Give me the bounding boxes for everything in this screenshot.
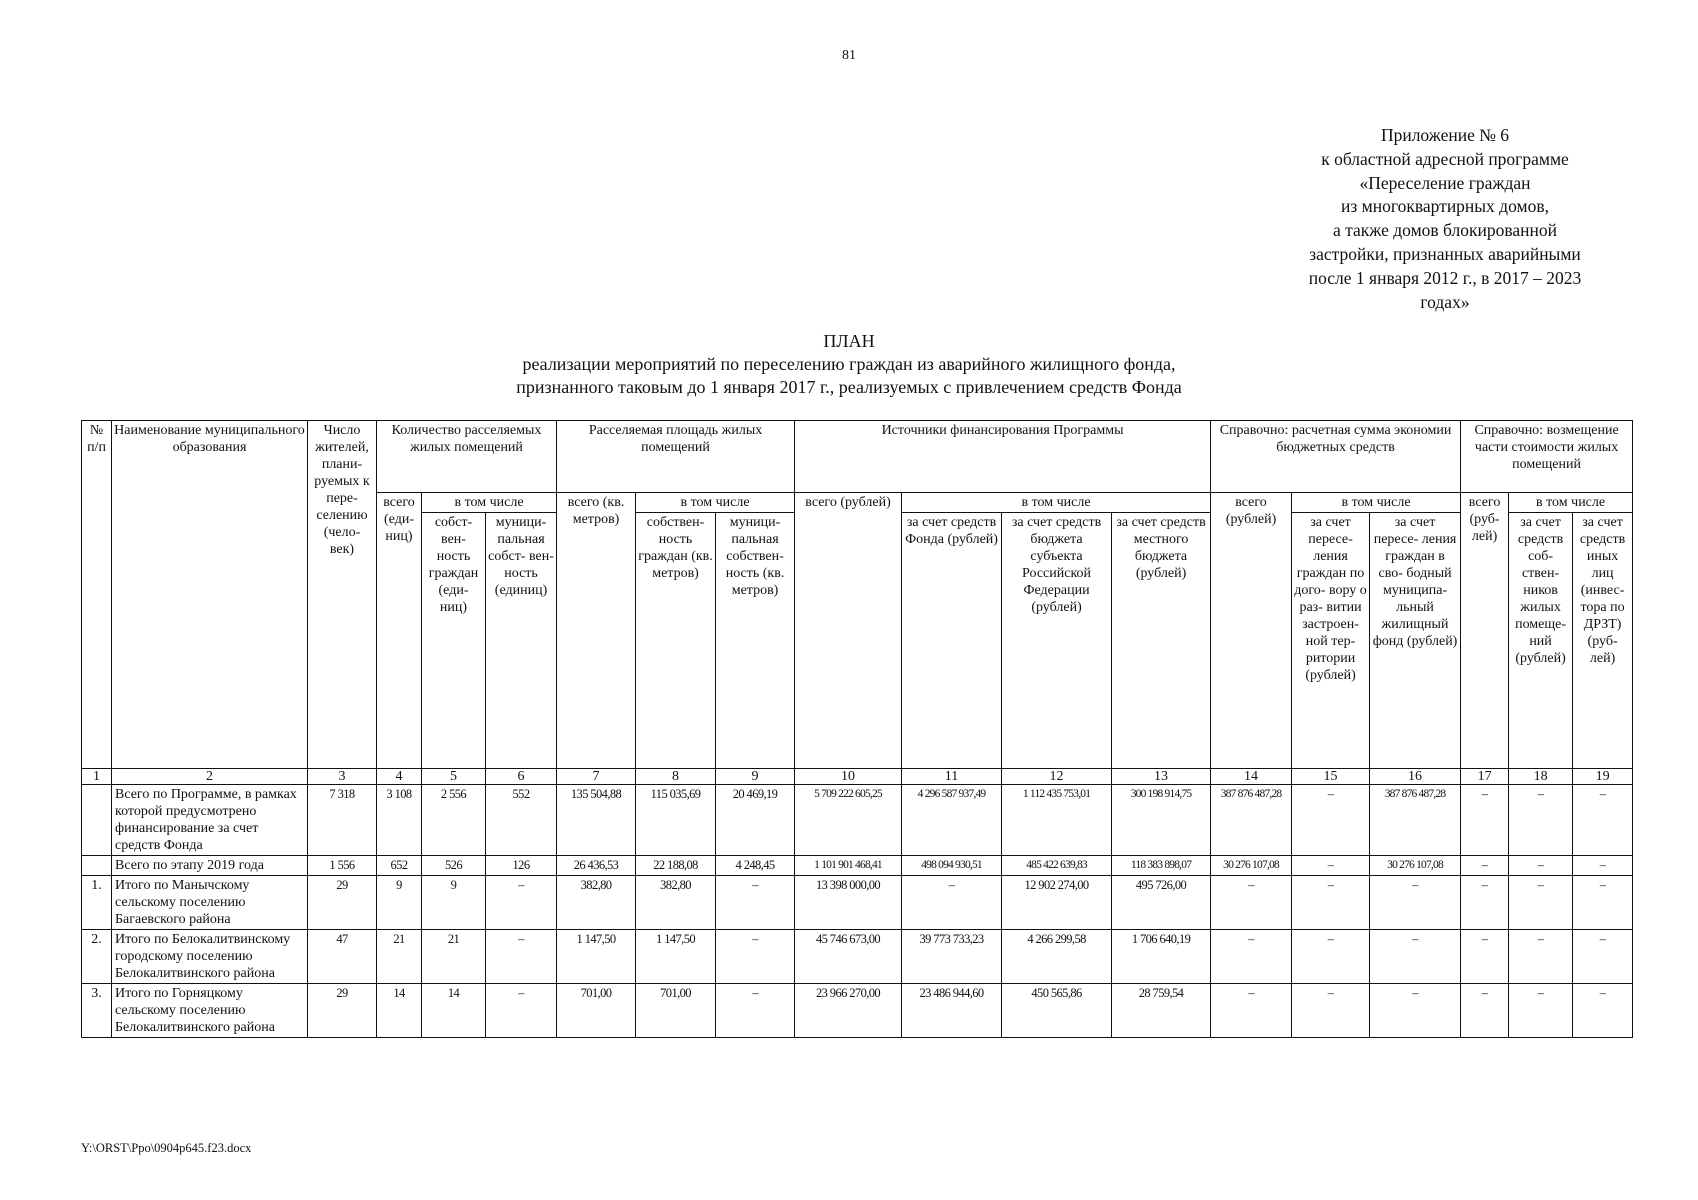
table-cell: – (1461, 785, 1509, 856)
table-cell: 14 (422, 984, 486, 1038)
table-cell: – (1509, 856, 1573, 876)
row-total-program (82, 785, 1633, 856)
table-cell: 7 318 (308, 785, 377, 856)
column-number: 5 (422, 769, 486, 785)
row-number: 3. (82, 984, 112, 1038)
appendix-line: после 1 января 2012 г., в 2017 – 2023 (1308, 267, 1582, 288)
table-cell: 4 296 587 937,49 (902, 785, 1002, 856)
appendix-line: застройки, признанных аварийными (1309, 243, 1581, 264)
header-in-that-number: в том числе (1509, 493, 1633, 513)
municipality-name: Итого по Манычскому сельскому поселению Багаевского района (112, 876, 308, 930)
table-cell: – (716, 930, 795, 984)
table-cell: – (486, 876, 557, 930)
table-cell: – (1370, 930, 1461, 984)
header-econ-contract: за счет пересе- ления граждан по дого- вору о раз- витии застроен- ной тер- ритории (рублей) (1292, 513, 1370, 769)
table-cell: 4 248,45 (716, 856, 795, 876)
municipality-name: Всего по Программе, в рамках которой предусмотрено финансирование за счет средств Фонда (112, 785, 308, 856)
table-cell: 300 198 914,75 (1112, 785, 1211, 856)
row-manych (82, 876, 1633, 930)
table-cell: 135 504,88 (557, 785, 636, 856)
header-comp-owners: за счет средств соб- ствен- ников жилых помеще- ний (рублей) (1509, 513, 1573, 769)
table-cell: 1 147,50 (636, 930, 716, 984)
table-cell: 1 147,50 (557, 930, 636, 984)
table-cell: – (1370, 876, 1461, 930)
column-number: 6 (486, 769, 557, 785)
table-cell: – (1573, 984, 1633, 1038)
header-residents: Число жителей, плани- руемых к пере- селению (чело- век) (308, 421, 377, 769)
table-cell: 14 (377, 984, 422, 1038)
header-qty-own: собст- вен- ность граждан (еди- ниц) (422, 513, 486, 769)
table-cell: 21 (377, 930, 422, 984)
table-cell: 28 759,54 (1112, 984, 1211, 1038)
table-cell: 1 112 435 753,01 (1002, 785, 1112, 856)
plan-table (81, 420, 1633, 1038)
row-gornyatsky (82, 984, 1633, 1038)
appendix-line: годах» (1420, 291, 1470, 312)
table-cell: 5 709 222 605,25 (795, 785, 902, 856)
table-cell: – (1573, 856, 1633, 876)
header-area-mun: муници- пальная собствен- ность (кв. метров) (716, 513, 795, 769)
table-cell: 495 726,00 (1112, 876, 1211, 930)
table-cell: – (1509, 930, 1573, 984)
table-cell: 30 276 107,08 (1370, 856, 1461, 876)
table-cell: 552 (486, 785, 557, 856)
header-comp-total: всего (руб- лей) (1461, 493, 1509, 769)
table-cell: – (1292, 984, 1370, 1038)
table-cell: – (1370, 984, 1461, 1038)
table-cell: – (1461, 930, 1509, 984)
header-fin-region: за счет средств бюджета субъекта Российской Федерации (рублей) (1002, 513, 1112, 769)
table-body (82, 785, 1633, 1038)
table-cell: 21 (422, 930, 486, 984)
table-cell: – (1461, 856, 1509, 876)
table-cell: – (486, 930, 557, 984)
municipality-name: Итого по Горняцкому сельскому поселению Белокалитвинского района (112, 984, 308, 1038)
header-in-that-number: в том числе (1292, 493, 1461, 513)
table-cell: – (1292, 876, 1370, 930)
table-cell: 126 (486, 856, 557, 876)
title-heading: ПЛАН (823, 331, 875, 351)
appendix-note (1245, 124, 1645, 314)
table-cell: 1 101 901 468,41 (795, 856, 902, 876)
table-cell: 9 (422, 876, 486, 930)
table-cell: 485 422 639,83 (1002, 856, 1112, 876)
table-cell: – (486, 984, 557, 1038)
column-number: 3 (308, 769, 377, 785)
table-cell: 498 094 930,51 (902, 856, 1002, 876)
column-number: 15 (1292, 769, 1370, 785)
table-cell: – (1292, 785, 1370, 856)
header-name: Наименование муниципального образования (112, 421, 308, 769)
column-number: 16 (1370, 769, 1461, 785)
table-cell: 45 746 673,00 (795, 930, 902, 984)
page-number: 81 (842, 48, 856, 63)
table-cell: 26 436,53 (557, 856, 636, 876)
table-cell: – (1509, 876, 1573, 930)
header-area-group: Расселяемая площадь жилых помещений (557, 421, 795, 493)
table-cell: – (1509, 785, 1573, 856)
title-subtitle: реализации мероприятий по переселению граждан из аварийного жилищного фонда, (522, 354, 1176, 374)
table-cell: – (1211, 876, 1292, 930)
table-cell: 387 876 487,28 (1370, 785, 1461, 856)
table-cell: 1 706 640,19 (1112, 930, 1211, 984)
table-cell: 701,00 (636, 984, 716, 1038)
municipality-name: Итого по Белокалитвинскому городскому поселению Белокалитвинского района (112, 930, 308, 984)
header-fin-fund: за счет средств Фонда (рублей) (902, 513, 1002, 769)
municipality-name: Всего по этапу 2019 года (112, 856, 308, 876)
row-total-stage-2019 (82, 856, 1633, 876)
table-cell: 701,00 (557, 984, 636, 1038)
table-cell: 22 188,08 (636, 856, 716, 876)
table-cell: – (1211, 930, 1292, 984)
table-cell: – (1509, 984, 1573, 1038)
column-number: 10 (795, 769, 902, 785)
table-cell: 12 902 274,00 (1002, 876, 1112, 930)
header-economy-group: Справочно: расчетная сумма экономии бюджетных средств (1211, 421, 1461, 493)
table-cell: – (716, 984, 795, 1038)
file-path-footer: Y:\ORST\Ppo\0904p645.f23.docx (81, 1141, 252, 1155)
row-number (82, 856, 112, 876)
table-cell: 39 773 733,23 (902, 930, 1002, 984)
table-cell: 118 383 898,07 (1112, 856, 1211, 876)
header-qty-mun: муници- пальная собст- вен- ность (единиц) (486, 513, 557, 769)
column-number: 8 (636, 769, 716, 785)
header-qty-group: Количество расселяемых жилых помещений (377, 421, 557, 493)
column-number: 11 (902, 769, 1002, 785)
column-number: 14 (1211, 769, 1292, 785)
column-number: 7 (557, 769, 636, 785)
table-cell: – (1573, 930, 1633, 984)
row-number (82, 785, 112, 856)
table-cell: 387 876 487,28 (1211, 785, 1292, 856)
table-cell: 3 108 (377, 785, 422, 856)
table-cell: 47 (308, 930, 377, 984)
header-qty-total: всего (еди- ниц) (377, 493, 422, 769)
table-cell: 382,80 (636, 876, 716, 930)
table-cell: 23 486 944,60 (902, 984, 1002, 1038)
table-cell: 4 266 299,58 (1002, 930, 1112, 984)
table-cell: – (1461, 984, 1509, 1038)
column-number: 1 (82, 769, 112, 785)
header-in-that-number: в том числе (636, 493, 795, 513)
table-cell: 1 556 (308, 856, 377, 876)
table-cell: – (1211, 984, 1292, 1038)
table-cell: – (1461, 876, 1509, 930)
header-compensation-group: Справочно: возмещение части стоимости жилых помещений (1461, 421, 1633, 493)
appendix-line: к областной адресной программе (1321, 148, 1569, 169)
table-cell: 30 276 107,08 (1211, 856, 1292, 876)
table-cell: 382,80 (557, 876, 636, 930)
table-cell: 9 (377, 876, 422, 930)
table-cell: – (716, 876, 795, 930)
row-number: 2. (82, 930, 112, 984)
column-number: 12 (1002, 769, 1112, 785)
table-cell: 652 (377, 856, 422, 876)
header-econ-free: за счет пересе- ления граждан в сво- бодный муниципа- льный жилищный фонд (рублей) (1370, 513, 1461, 769)
table-cell: – (1573, 785, 1633, 856)
table-cell: 13 398 000,00 (795, 876, 902, 930)
header-fin-total: всего (рублей) (795, 493, 902, 769)
header-area-own: собствен- ность граждан (кв. метров) (636, 513, 716, 769)
column-number: 4 (377, 769, 422, 785)
table-cell: 29 (308, 984, 377, 1038)
header-fin-local: за счет средств местного бюджета (рублей) (1112, 513, 1211, 769)
table-cell: 23 966 270,00 (795, 984, 902, 1038)
header-econ-total: всего (рублей) (1211, 493, 1292, 769)
row-number: 1. (82, 876, 112, 930)
appendix-line: из многоквартирных домов, (1341, 196, 1549, 217)
table-cell: – (902, 876, 1002, 930)
header-in-that-number: в том числе (422, 493, 557, 513)
column-number: 9 (716, 769, 795, 785)
header-in-that-number: в том числе (902, 493, 1211, 513)
column-number: 19 (1573, 769, 1633, 785)
header-comp-investors: за счет средств иных лиц (инвес- тора по ДРЗТ) (руб- лей) (1573, 513, 1633, 769)
table-cell: 450 565,86 (1002, 984, 1112, 1038)
table-cell: 526 (422, 856, 486, 876)
table-cell: 115 035,69 (636, 785, 716, 856)
table-cell: – (1292, 930, 1370, 984)
header-no: № п/п (82, 421, 112, 769)
column-number: 17 (1461, 769, 1509, 785)
table-cell: 29 (308, 876, 377, 930)
column-number-row (82, 769, 1633, 785)
table-cell: – (1573, 876, 1633, 930)
table-cell: 2 556 (422, 785, 486, 856)
header-area-total: всего (кв. метров) (557, 493, 636, 769)
title-subtitle: признанного таковым до 1 января 2017 г., реализуемых с привлечением средств Фонда (516, 377, 1182, 397)
table-cell: – (1292, 856, 1370, 876)
appendix-line: Приложение № 6 (1380, 125, 1510, 145)
header-financing-group: Источники финансирования Программы (795, 421, 1211, 493)
document-title (0, 330, 1698, 399)
appendix-line: а также домов блокированной (1332, 220, 1558, 241)
row-belokalitva (82, 930, 1633, 984)
table-cell: 20 469,19 (716, 785, 795, 856)
column-number: 18 (1509, 769, 1573, 785)
column-number: 13 (1112, 769, 1211, 785)
column-number: 2 (112, 769, 308, 785)
appendix-line: «Переселение граждан (1359, 172, 1531, 193)
